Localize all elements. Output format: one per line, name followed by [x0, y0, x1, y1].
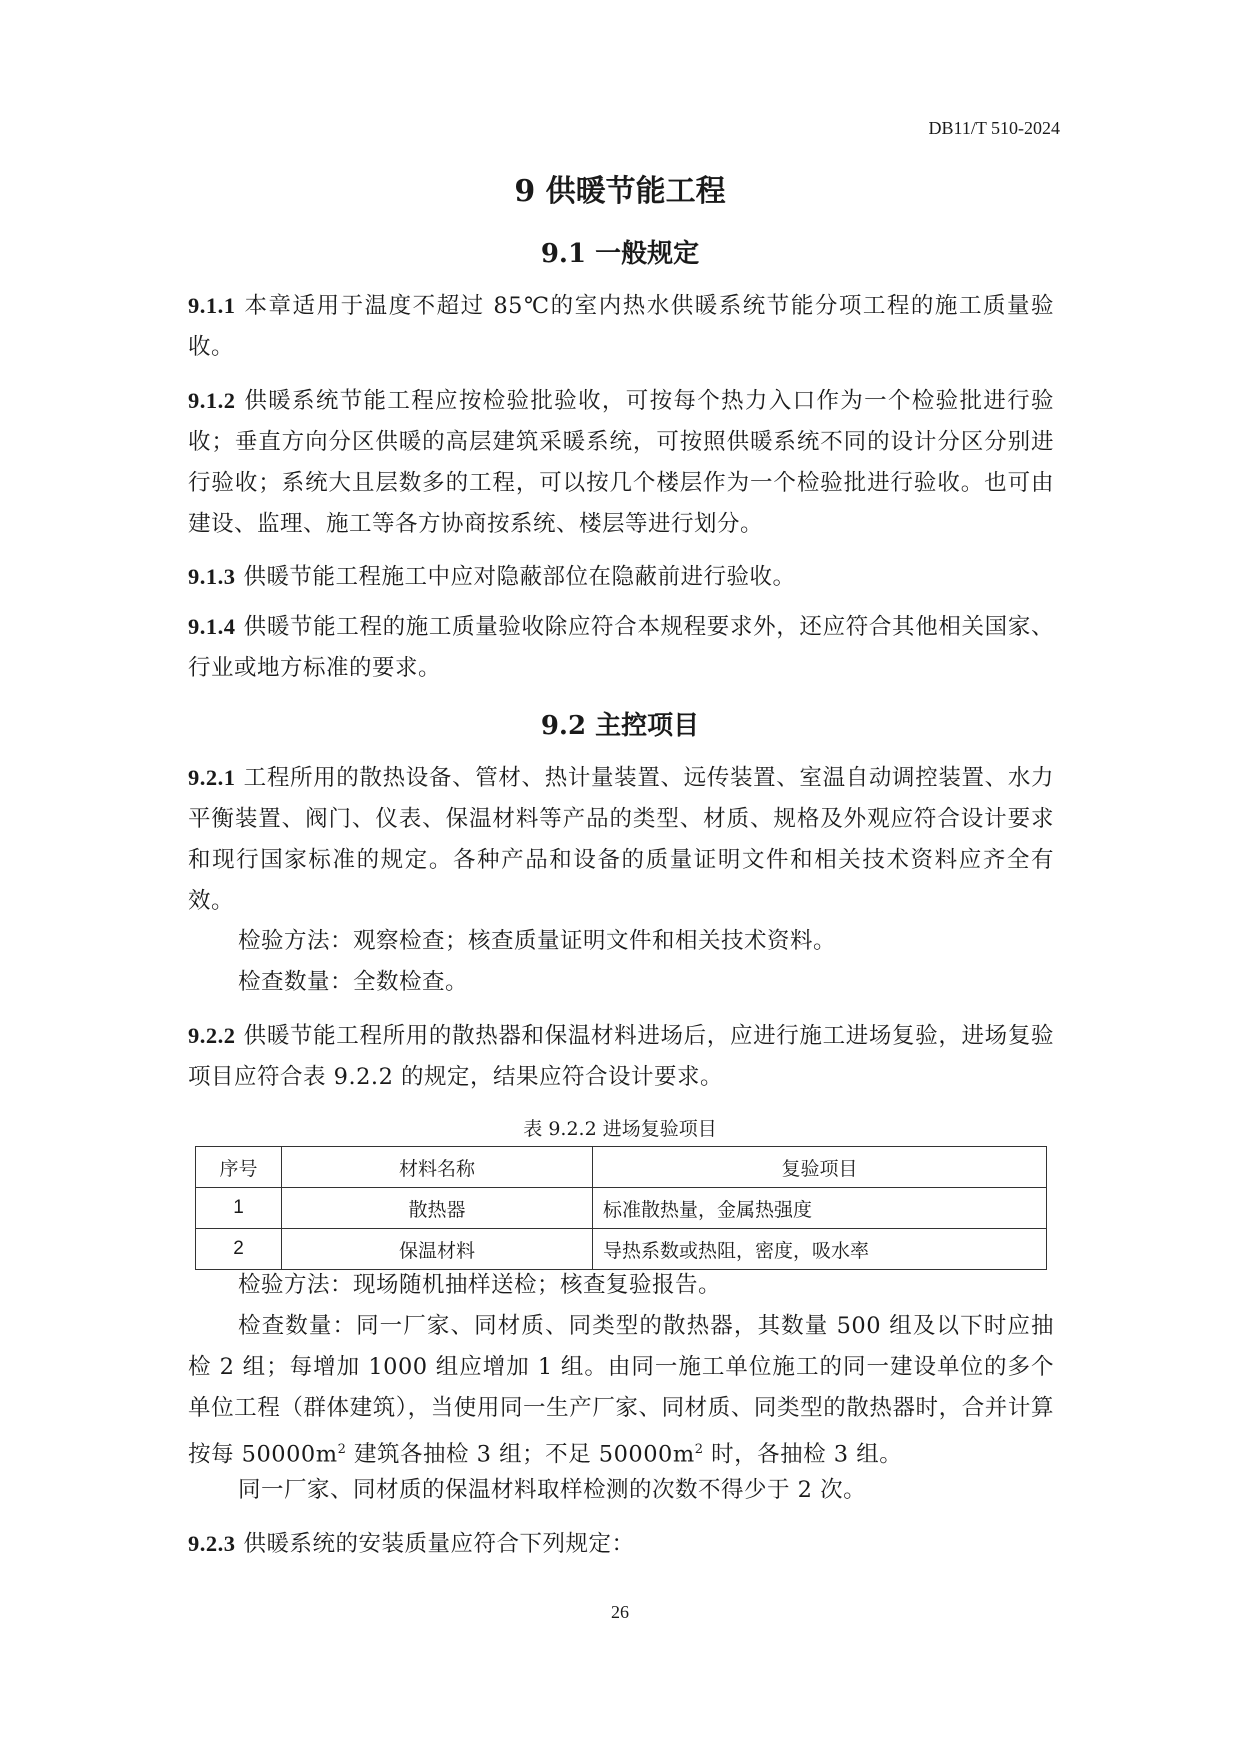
inspection-quantity-9-2-1: 检查数量：全数检查。 — [238, 969, 469, 995]
header-serial: 序号 — [196, 1147, 282, 1188]
table-row — [196, 1229, 1047, 1270]
document-code: DB11/T 510-2024 — [928, 118, 1060, 138]
clause-9-1-3 — [188, 556, 1054, 598]
cell-serial: 2 — [196, 1229, 282, 1270]
cell-retest-items: 标准散热量，金属热强度 — [593, 1188, 1047, 1229]
quantity-text-part: 时，各抽检 3 组。 — [703, 1441, 903, 1468]
cell-retest-items: 导热系数或热阻，密度，吸水率 — [593, 1229, 1047, 1270]
retest-items-table — [195, 1146, 1047, 1270]
clause-9-2-2 — [188, 1015, 1054, 1098]
quantity-text-part: 检查数量：同一厂家、同材质、同类型的散热器，其数量 500 组及以下时应抽检 2 组；每增加 1000 组应增加 1 组。由同一施工单位施工的同一建设单位的多个单位工程（群体建筑），当使用同一生产厂家、同材质、同类型的散热器时，合并计算按每 50000m — [188, 1313, 1054, 1468]
header-retest-items: 复验项目 — [593, 1147, 1047, 1188]
clause-9-1-2 — [188, 380, 1054, 545]
page-number: 26 — [611, 1602, 629, 1622]
inspection-quantity-9-2-2 — [188, 1306, 1054, 1476]
clause-number: 9.1.4 — [188, 614, 236, 639]
clause-9-1-4 — [188, 606, 1054, 689]
table-caption: 表 9.2.2 进场复验项目 — [523, 1118, 717, 1140]
section-title-9-2: 9.2 主控项目 — [540, 711, 700, 741]
clause-text: 供暖节能工程施工中应对隐蔽部位在隐蔽前进行验收。 — [243, 564, 796, 590]
table-header-row — [196, 1147, 1047, 1188]
clause-9-1-1 — [188, 285, 1054, 368]
header-material: 材料名称 — [282, 1147, 593, 1188]
quantity-text-part: 建筑各抽检 3 组；不足 50000m — [346, 1441, 695, 1468]
inspection-method-9-2-1: 检验方法：观察检查；核查质量证明文件和相关技术资料。 — [238, 928, 837, 954]
clause-number: 9.1.1 — [188, 293, 236, 318]
clause-text: 供暖节能工程所用的散热器和保温材料进场后，应进行施工进场复验，进场复验项目应符合表 9.2.2 的规定，结果应符合设计要求。 — [188, 1023, 1054, 1090]
insulation-sampling-note: 同一厂家、同材质的保温材料取样检测的次数不得少于 2 次。 — [238, 1477, 867, 1503]
clause-number: 9.2.3 — [188, 1531, 236, 1556]
table-row — [196, 1188, 1047, 1229]
chapter-title: 9 供暖节能工程 — [514, 174, 726, 209]
section-title-9-1: 9.1 一般规定 — [540, 239, 700, 269]
cell-material: 保温材料 — [282, 1229, 593, 1270]
clause-text: 工程所用的散热设备、管材、热计量装置、远传装置、室温自动调控装置、水力平衡装置、阀门、仪表、保温材料等产品的类型、材质、规格及外观应符合设计要求和现行国家标准的规定。各种产品和设备的质量证明文件和相关技术资料应齐全有效。 — [188, 765, 1054, 914]
clause-9-2-3 — [188, 1523, 1054, 1565]
clause-number: 9.1.2 — [188, 388, 236, 413]
clause-9-2-1 — [188, 757, 1054, 922]
clause-number: 9.2.1 — [188, 765, 236, 790]
superscript: 2 — [337, 1442, 347, 1457]
cell-material: 散热器 — [282, 1188, 593, 1229]
clause-text: 本章适用于温度不超过 85℃的室内热水供暖系统节能分项工程的施工质量验收。 — [188, 293, 1054, 360]
superscript: 2 — [694, 1442, 704, 1457]
clause-number: 9.1.3 — [188, 564, 236, 589]
clause-text: 供暖系统节能工程应按检验批验收，可按每个热力入口作为一个检验批进行验收；垂直方向分区供暖的高层建筑采暖系统，可按照供暖系统不同的设计分区分别进行验收；系统大且层数多的工程，可以按几个楼层作为一个检验批进行验收。也可由建设、监理、施工等各方协商按系统、楼层等进行划分。 — [188, 388, 1054, 537]
inspection-method-9-2-2: 检验方法：现场随机抽样送检；核查复验报告。 — [238, 1272, 722, 1298]
clause-text: 供暖系统的安装质量应符合下列规定： — [243, 1531, 635, 1557]
clause-text: 供暖节能工程的施工质量验收除应符合本规程要求外，还应符合其他相关国家、行业或地方标准的要求。 — [188, 614, 1054, 681]
cell-serial: 1 — [196, 1188, 282, 1229]
clause-number: 9.2.2 — [188, 1023, 236, 1048]
